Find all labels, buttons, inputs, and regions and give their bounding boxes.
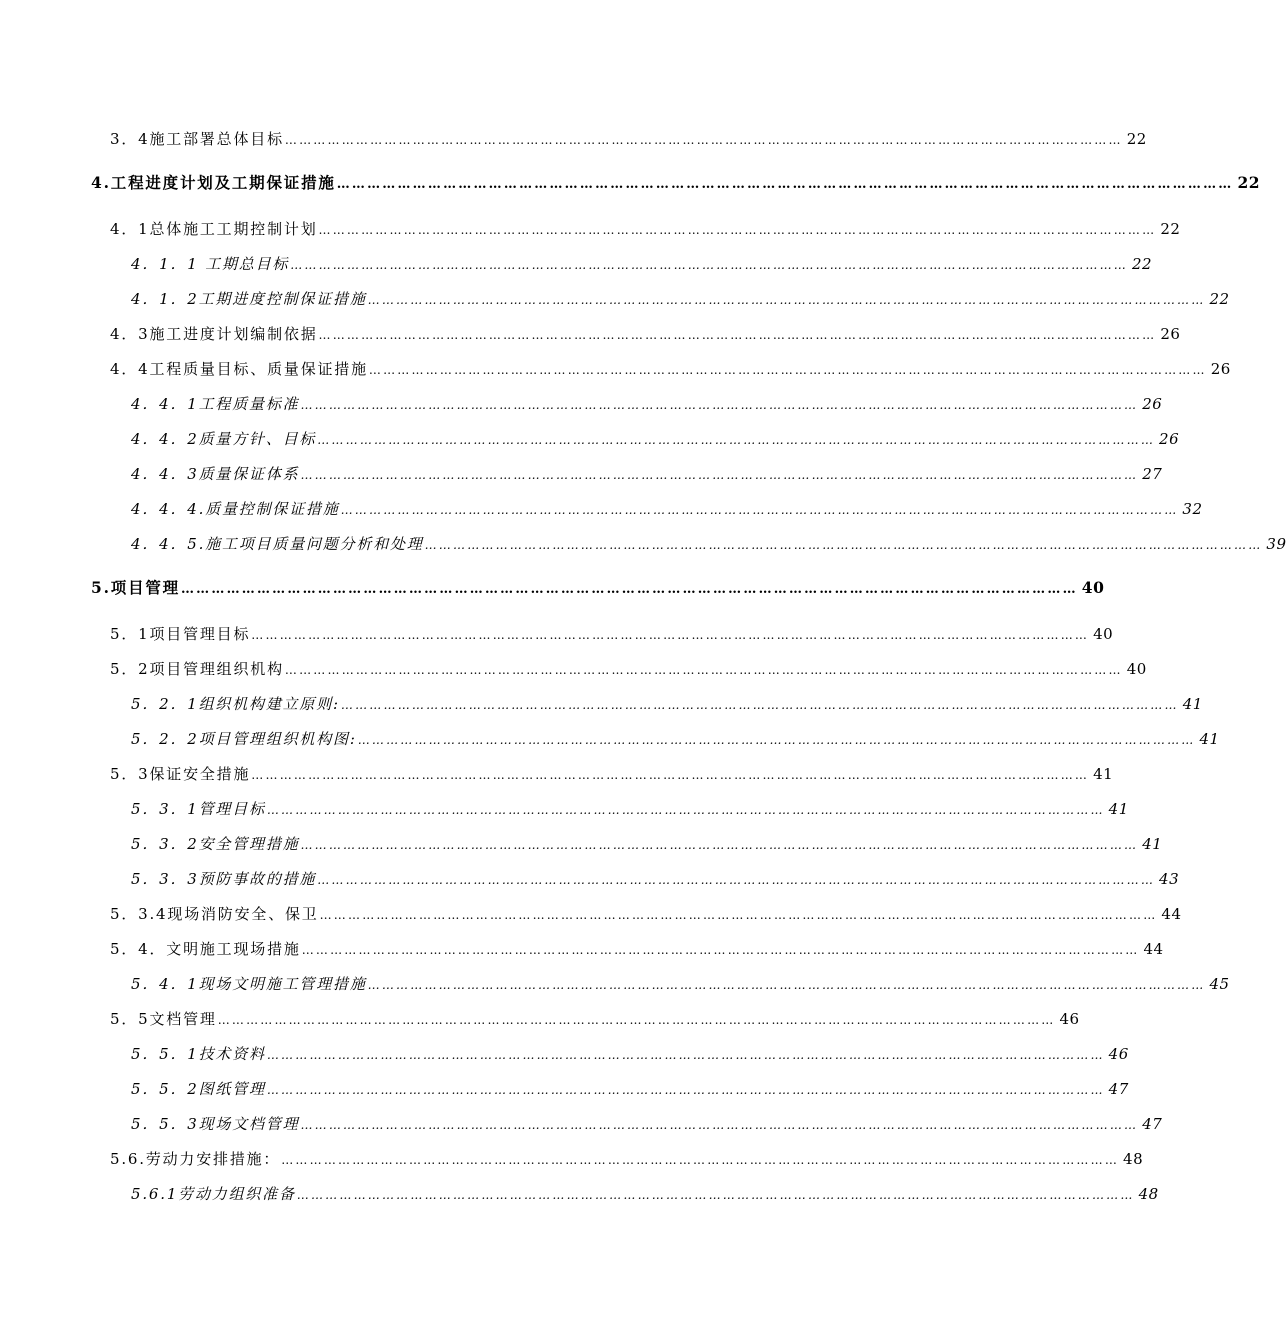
toc-entry-title: 5．2．2项目管理组织机构图: — [131, 730, 357, 748]
toc-entry[interactable] — [131, 729, 1220, 750]
toc-entry-number: 5. — [91, 578, 111, 597]
toc-entry-title: 5．3.4现场消防安全、保卫 — [110, 905, 319, 923]
toc-entry-page: 27 — [1142, 465, 1163, 483]
toc-entry-title: 5．2项目管理组织机构 — [110, 660, 284, 678]
toc-entry-page: 22 — [1209, 290, 1230, 308]
toc-entry-title: 4．4．1工程质量标准 — [131, 395, 300, 413]
toc-entry[interactable] — [110, 764, 1114, 785]
toc-entry-title: 5．5．2图纸管理 — [131, 1080, 266, 1098]
toc-leader-dots: …………………………………………………………………………………………………………………………………………………………… — [266, 1083, 1105, 1097]
toc-entry-title: 5．5．1技术资料 — [131, 1045, 266, 1063]
toc-entry-page: 26 — [1142, 395, 1163, 413]
toc-entry-title: 4．3施工进度计划编制依据 — [110, 325, 318, 343]
toc-entry-title: 4．4．4.质量控制保证措施 — [131, 500, 340, 518]
toc-entry-title: 5．4．文明施工现场措施 — [110, 940, 301, 958]
toc-leader-dots: …………………………………………………………………………………………………………………………………………………………… — [300, 468, 1139, 482]
toc-entry-title: 4．4．2质量方针、目标 — [131, 430, 317, 448]
toc-entry-page: 41 — [1182, 695, 1203, 713]
toc-entry-page: 40 — [1093, 625, 1114, 643]
toc-entry[interactable] — [131, 974, 1230, 995]
toc-entry[interactable] — [91, 173, 1261, 195]
toc-entry[interactable] — [131, 534, 1287, 555]
toc-entry-page: 26 — [1159, 430, 1180, 448]
toc-entry-page: 47 — [1108, 1080, 1129, 1098]
toc-entry-title: 5．4．1现场文明施工管理措施 — [131, 975, 367, 993]
toc-entry-title: 5.6.1劳动力组织准备 — [131, 1185, 296, 1203]
toc-entry-page: 22 — [1160, 220, 1181, 238]
toc-leader-dots: …………………………………………………………………………………………………………………………………………………………… — [251, 628, 1090, 642]
toc-entry-title: 4．1．1 工期总目标 — [131, 255, 290, 273]
toc-leader-dots: …………………………………………………………………………………………………………………………………………………………… — [367, 978, 1206, 992]
toc-entry[interactable] — [131, 254, 1153, 275]
toc-leader-dots: …………………………………………………………………………………………………………………………………………………………… — [424, 538, 1263, 552]
toc-leader-dots: …………………………………………………………………………………………………………………………………………………………… — [281, 1153, 1120, 1167]
toc-entry[interactable] — [131, 499, 1203, 520]
toc-entry[interactable] — [91, 578, 1105, 600]
toc-leader-dots: …………………………………………………………………………………………………………………………………………………………… — [340, 503, 1179, 517]
toc-leader-dots: …………………………………………………………………………………………………………………………………………………………… — [296, 1188, 1135, 1202]
toc-entry-page: 40 — [1081, 578, 1105, 597]
toc-leader-dots: …………………………………………………………………………………………………………………………………………………………… — [290, 258, 1129, 272]
toc-entry-title: 4．1总体施工工期控制计划 — [110, 220, 318, 238]
toc-leader-dots: …………………………………………………………………………………………………………………………………………………………… — [217, 1013, 1056, 1027]
toc-entry-page: 47 — [1142, 1115, 1163, 1133]
toc-leader-dots: …………………………………………………………………………………………………………………………………………………………… — [284, 663, 1123, 677]
toc-leader-dots: …………………………………………………………………………………………………………………………………………………………… — [317, 433, 1156, 447]
toc-entry[interactable] — [131, 869, 1180, 890]
toc-leader-dots: …………………………………………………………………………………………………………………………………………………………… — [266, 1048, 1105, 1062]
toc-leader-dots: …………………………………………………………………………………………………………………………………………………………… — [319, 908, 1158, 922]
toc-entry-page: 41 — [1093, 765, 1114, 783]
toc-entry[interactable] — [131, 1184, 1159, 1205]
toc-entry[interactable] — [131, 1079, 1129, 1100]
toc-entry-page: 41 — [1199, 730, 1220, 748]
toc-leader-dots: …………………………………………………………………………………………………………………………………………………………… — [266, 803, 1105, 817]
toc-entry-title: 5．1项目管理目标 — [110, 625, 251, 643]
toc-entry-title: 4．4工程质量目标、质量保证措施 — [110, 360, 368, 378]
toc-entry-page: 32 — [1182, 500, 1203, 518]
toc-entry-page: 44 — [1143, 940, 1164, 958]
toc-leader-dots: …………………………………………………………………………………………………………………………………………………………… — [180, 582, 1078, 597]
toc-leader-dots: …………………………………………………………………………………………………………………………………………………………… — [300, 838, 1139, 852]
toc-entry-page: 45 — [1209, 975, 1230, 993]
toc-entry-page: 22 — [1132, 255, 1153, 273]
toc-entry[interactable] — [131, 799, 1129, 820]
toc-entry-page: 48 — [1123, 1150, 1144, 1168]
toc-leader-dots: …………………………………………………………………………………………………………………………………………………………… — [301, 943, 1140, 957]
toc-entry-title: 5．3．3预防事故的措施 — [131, 870, 317, 888]
toc-entry-title: 5．3．1管理目标 — [131, 800, 266, 818]
toc-entry-page: 26 — [1210, 360, 1231, 378]
toc-entry-title: 5.6.劳动力安排措施： — [110, 1150, 281, 1168]
toc-entry-title: 项目管理 — [110, 578, 180, 597]
toc-entry[interactable] — [110, 1149, 1144, 1170]
toc-leader-dots: …………………………………………………………………………………………………………………………………………………………… — [367, 293, 1206, 307]
toc-entry[interactable] — [131, 394, 1163, 415]
toc-entry-title: 4．1．2工期进度控制保证措施 — [131, 290, 367, 308]
toc-entry-page: 40 — [1126, 660, 1147, 678]
toc-entry[interactable] — [110, 359, 1231, 380]
toc-entry[interactable] — [110, 904, 1182, 925]
toc-entry[interactable] — [131, 694, 1203, 715]
toc-entry[interactable] — [110, 129, 1147, 150]
toc-entry[interactable] — [131, 1114, 1163, 1135]
toc-entry-number: 4. — [91, 173, 111, 192]
toc-entry-title: 工程进度计划及工期保证措施 — [110, 173, 336, 192]
toc-entry[interactable] — [131, 429, 1180, 450]
toc-entry[interactable] — [110, 219, 1181, 240]
toc-entry[interactable] — [110, 324, 1181, 345]
toc-leader-dots: …………………………………………………………………………………………………………………………………………………………… — [300, 1118, 1139, 1132]
toc-entry[interactable] — [131, 1044, 1129, 1065]
toc-entry-page: 46 — [1059, 1010, 1080, 1028]
toc-entry-title: 4．4．5.施工项目质量问题分析和处理 — [131, 535, 424, 553]
toc-entry-title: 3．4施工部署总体目标 — [110, 130, 284, 148]
toc-leader-dots: …………………………………………………………………………………………………………………………………………………………… — [251, 768, 1090, 782]
toc-leader-dots: …………………………………………………………………………………………………………………………………………………………… — [317, 873, 1156, 887]
toc-entry-page: 46 — [1108, 1045, 1129, 1063]
toc-entry[interactable] — [131, 289, 1230, 310]
toc-entry-page: 22 — [1126, 130, 1147, 148]
toc-entry-page: 44 — [1161, 905, 1182, 923]
toc-entry[interactable] — [131, 464, 1163, 485]
toc-entry-page: 41 — [1108, 800, 1129, 818]
toc-entry-title: 5．3．2安全管理措施 — [131, 835, 300, 853]
toc-leader-dots: …………………………………………………………………………………………………………………………………………………………… — [357, 733, 1196, 747]
toc-entry-title: 5．5文档管理 — [110, 1010, 217, 1028]
toc-entry[interactable] — [110, 1009, 1080, 1030]
toc-leader-dots: …………………………………………………………………………………………………………………………………………………………… — [284, 133, 1123, 147]
toc-entry-title: 4．4．3质量保证体系 — [131, 465, 300, 483]
toc-leader-dots: …………………………………………………………………………………………………………………………………………………………… — [318, 223, 1157, 237]
toc-entry-page: 48 — [1138, 1185, 1159, 1203]
toc-entry-page: 41 — [1142, 835, 1163, 853]
toc-leader-dots: …………………………………………………………………………………………………………………………………………………………… — [318, 328, 1157, 342]
toc-entry[interactable] — [110, 659, 1147, 680]
toc-entry[interactable] — [110, 624, 1114, 645]
toc-entry[interactable] — [110, 939, 1164, 960]
toc-entry[interactable] — [131, 834, 1163, 855]
toc-entry-page: 39 — [1266, 535, 1287, 553]
toc-entry-title: 5．3保证安全措施 — [110, 765, 251, 783]
toc-leader-dots: …………………………………………………………………………………………………………………………………………………………… — [336, 177, 1234, 192]
toc-entry-title: 5．5．3现场文档管理 — [131, 1115, 300, 1133]
toc-leader-dots: …………………………………………………………………………………………………………………………………………………………… — [300, 398, 1139, 412]
toc-leader-dots: …………………………………………………………………………………………………………………………………………………………… — [340, 698, 1179, 712]
toc-entry-page: 26 — [1160, 325, 1181, 343]
toc-entry-title: 5．2．1组织机构建立原则: — [131, 695, 340, 713]
toc-entry-page: 22 — [1237, 173, 1261, 192]
toc-entry-page: 43 — [1159, 870, 1180, 888]
toc-leader-dots: …………………………………………………………………………………………………………………………………………………………… — [368, 363, 1207, 377]
